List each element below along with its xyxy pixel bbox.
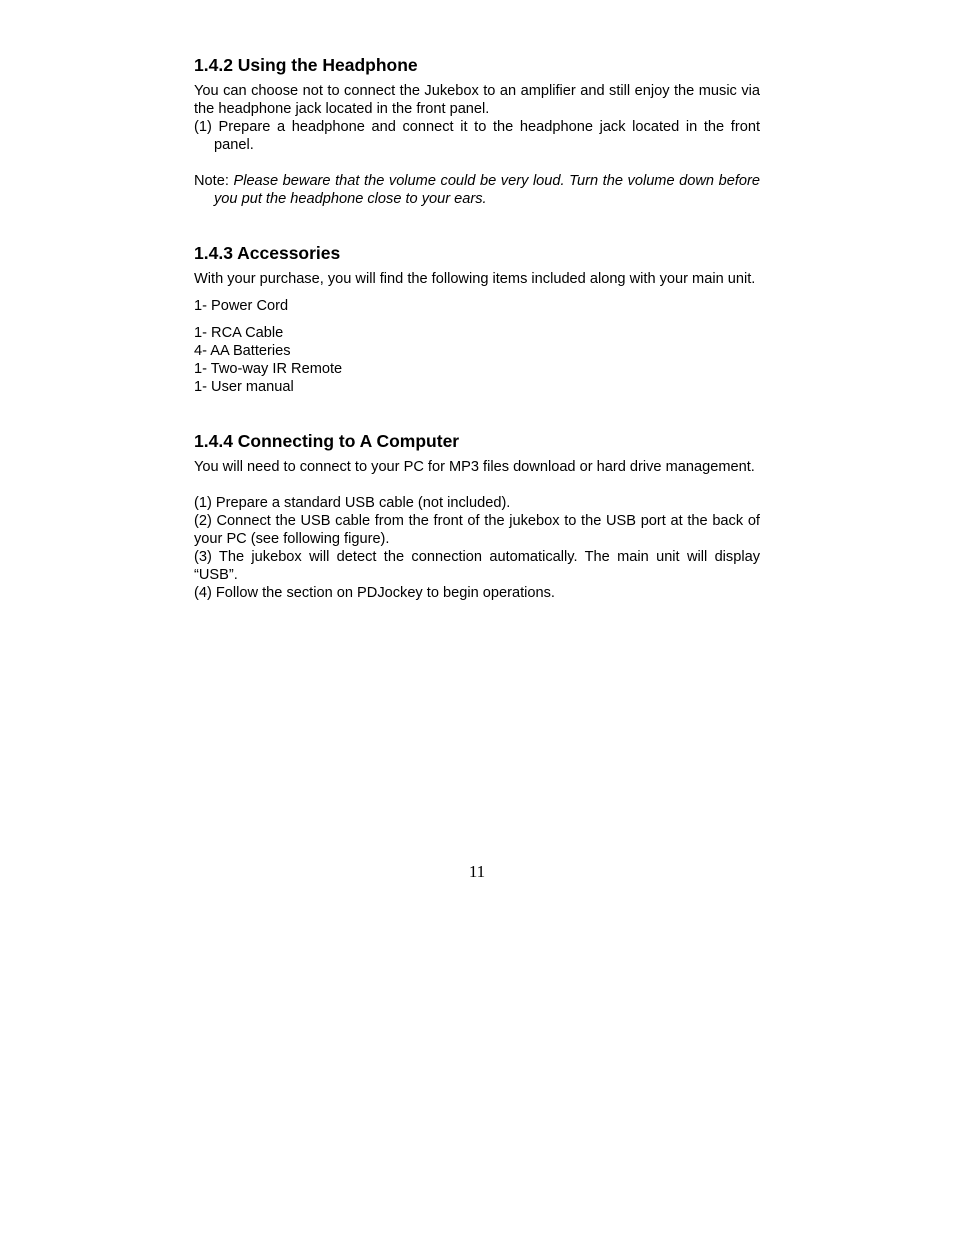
section-heading-accessories: 1.4.3 Accessories — [194, 243, 341, 263]
section-heading-headphone: 1.4.2 Using the Headphone — [194, 55, 418, 75]
accessory-item: 1- Two-way IR Remote — [194, 361, 343, 377]
headphone-intro: You can choose not to connect the Jukebox to an amplifier and still enjoy the music via the headphone jack located in the front panel. — [194, 83, 760, 117]
headphone-step-1: (1) Prepare a headphone and connect it to the headphone jack located in the front panel. — [194, 119, 760, 153]
manual-page-content — [194, 54, 760, 602]
note-text: Please beware that the volume could be very loud. Turn the volume down before you put the headphone close to your ears. — [214, 173, 761, 207]
accessory-item: 1- Power Cord — [194, 298, 289, 314]
computer-step: (2) Connect the USB cable from the front of the jukebox to the USB port at the back of your PC (see following figure). — [194, 513, 760, 547]
computer-step: (1) Prepare a standard USB cable (not included). — [194, 495, 511, 511]
accessory-item: 1- User manual — [194, 379, 294, 395]
accessory-item: 1- RCA Cable — [194, 325, 284, 341]
headphone-note — [194, 172, 760, 208]
note-label: Note: — [194, 173, 234, 189]
computer-intro: You will need to connect to your PC for MP3 files download or hard drive management. — [194, 459, 755, 475]
section-heading-computer: 1.4.4 Connecting to A Computer — [194, 431, 460, 451]
computer-step: (3) The jukebox will detect the connection automatically. The main unit will display “USB”. — [194, 549, 760, 583]
accessory-item: 4- AA Batteries — [194, 343, 291, 359]
page-number: 11 — [468, 862, 486, 881]
accessories-intro: With your purchase, you will find the following items included along with your main unit. — [194, 271, 756, 287]
computer-step: (4) Follow the section on PDJockey to begin operations. — [194, 585, 555, 601]
